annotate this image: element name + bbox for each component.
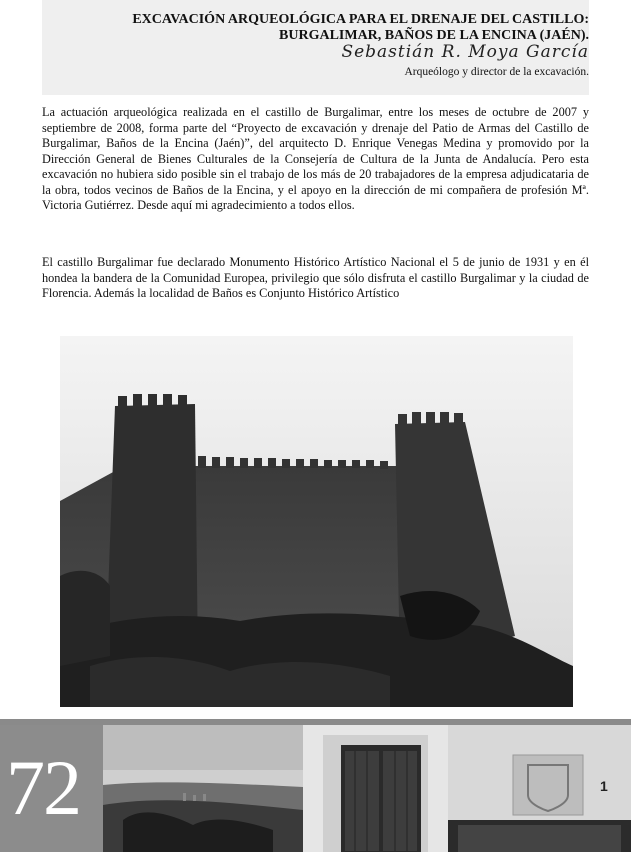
author-role: Arqueólogo y director de la excavación. [404, 66, 589, 78]
title-line-2: BURGALIMAR, BAÑOS DE LA ENCINA (JAÉN). [279, 28, 589, 43]
door-thumbnail [303, 725, 448, 852]
paragraph-2: El castillo Burgalimar fue declarado Monumento Histórico Artístico Nacional el 5 de junio de 1931 y en él hondea la bandera de la Comunidad Europea, privilegio que sólo disfruta el castillo Burgalimar y la ciudad de Florencia. Además la localidad de Baños es Conjunto Histórico Artístico [42, 255, 589, 300]
door-number: 1 [600, 778, 608, 794]
castle-photo [60, 336, 573, 707]
page-number: 72 [6, 744, 80, 831]
landscape-thumbnail [103, 725, 303, 852]
title-line-1: EXCAVACIÓN ARQUEOLÓGICA PARA EL DRENAJE DEL CASTILLO: [132, 12, 589, 27]
author-name: Sebastián R. Moya García [341, 42, 589, 62]
paragraph-1: La actuación arqueológica realizada en el castillo de Burgalimar, entre los meses de octubre de 2007 y septiembre de 2008, forma parte del “Proyecto de excavación y drenaje del Patio de Armas del Castillo de Burgalimar, Baños de la Encina (Jaén)”, del arquitecto D. Enrique Venegas Medina y promovido por la Dirección General de Bienes Culturales de la Consejería de Cultura de la Junta de Andalucía. Pero esta excavación no hubiera sido posible sin el trabajo de los más de 20 trabajadores de la empresa adjudicataria de la obra, todos vecinos de Baños de la Encina, y el apoyo en la dirección de mi compañera de profesión Mª. Victoria Gutiérrez. Desde aquí mi agradecimiento a todos ellos. [42, 105, 589, 212]
article-title [49, 12, 589, 44]
